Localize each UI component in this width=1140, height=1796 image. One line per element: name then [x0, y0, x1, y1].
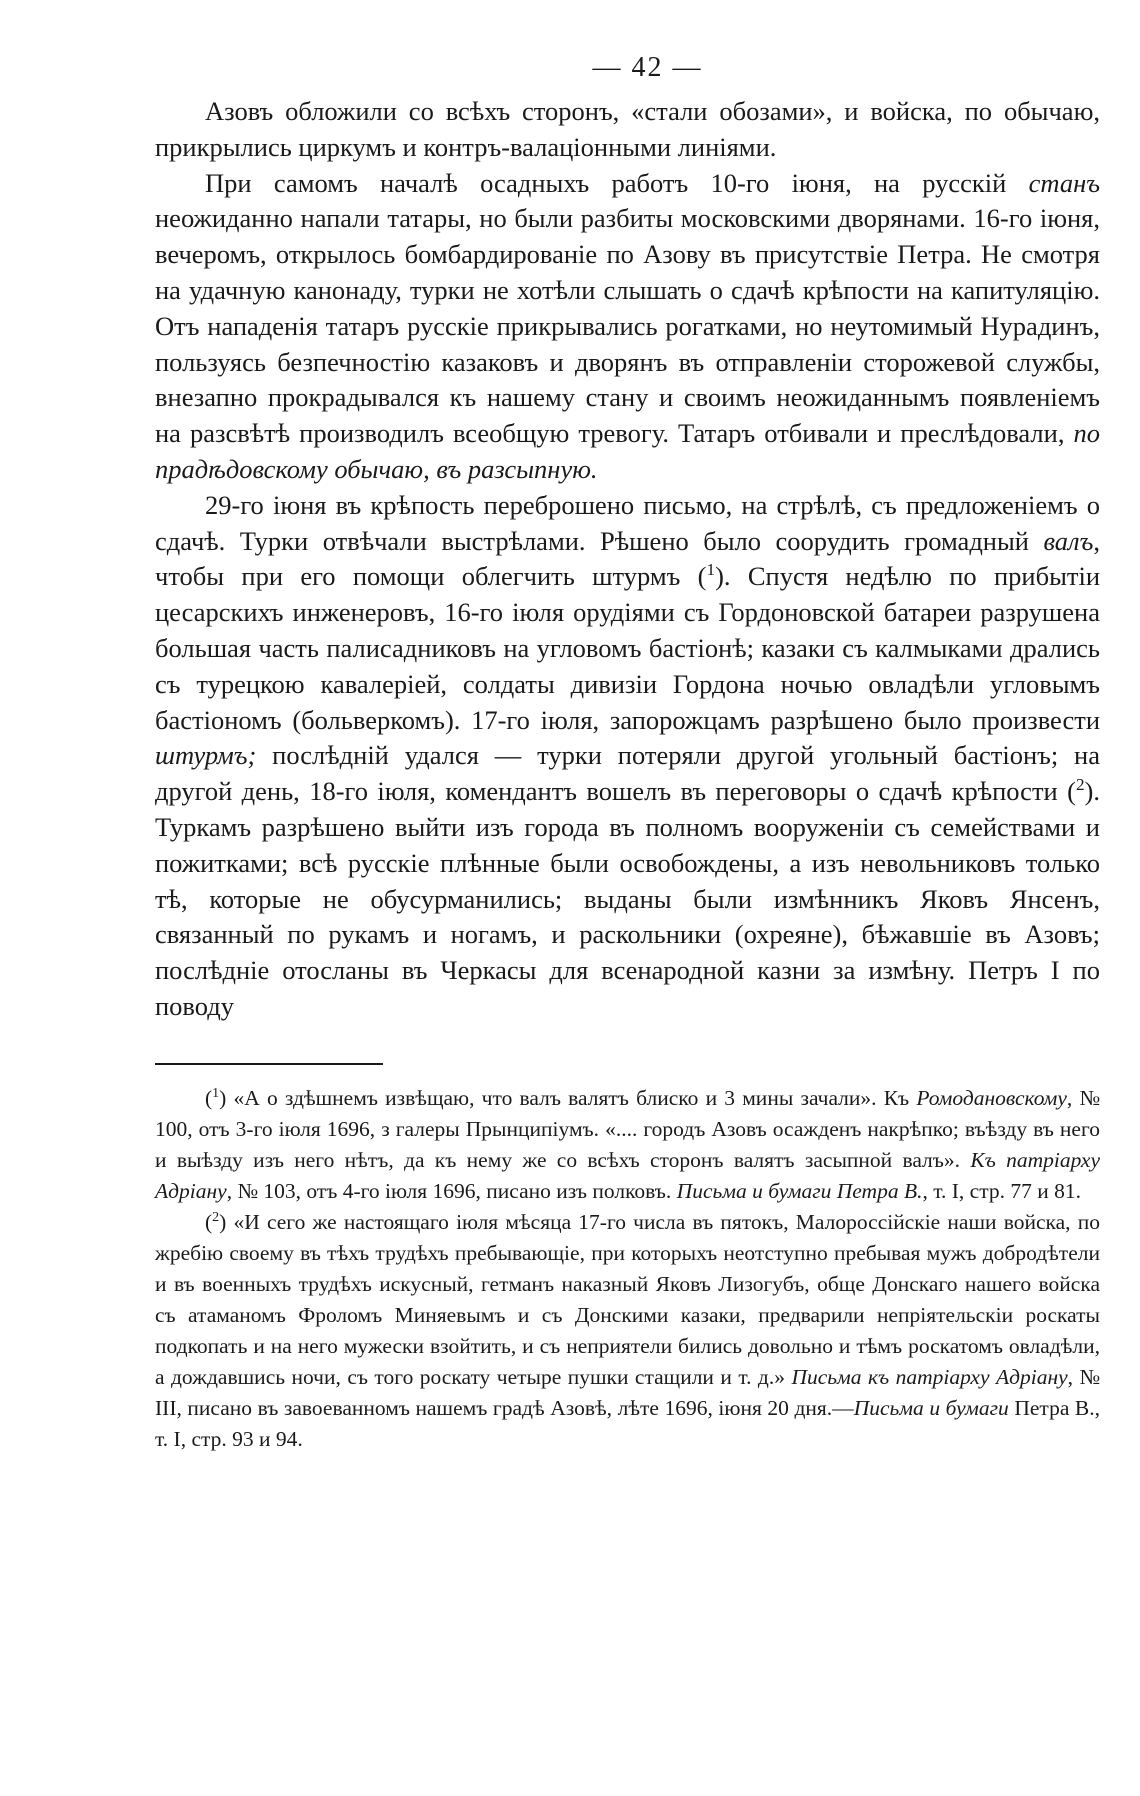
footnote-ref: 2 [212, 1209, 220, 1225]
text-segment: , чтобы при его помощи облегчить штурмъ ( [155, 525, 1100, 592]
text-segment: 29-го іюня въ крѣпость переброшено письмо, на стрѣлѣ, съ предложеніемъ о сдачѣ. Турки отвѣчали выстрѣлами. Рѣшено было соорудить громадный [155, 489, 1100, 556]
footnote-divider [155, 1063, 383, 1065]
italic-text: Письма къ патріарху Адріану [791, 1364, 1068, 1389]
text-segment: ( [205, 1085, 213, 1110]
text-segment: ) «А о здѣшнемъ извѣщаю, что валъ валятъ блиско и 3 мины зачали». Къ [219, 1085, 917, 1110]
footnote-ref: 1 [212, 1085, 220, 1101]
italic-text: валъ [1043, 525, 1094, 556]
text-segment: , № 103, отъ 4-го іюля 1696, писано изъ полковъ. [226, 1178, 677, 1203]
footnote [155, 1207, 1100, 1455]
text-segment: Азовъ обложили со всѣхъ сторонъ, «стали обозами», и войска, по обычаю, прикрылись циркумъ и контръ-валаціонными линіями. [155, 96, 1100, 162]
paragraph [155, 94, 1100, 166]
italic-text: Ромодановскому [916, 1085, 1067, 1110]
text-segment: ). Туркамъ разрѣшено выйти изъ города въ полномъ вооруженіи съ семействами и пожитками; всѣ русскіе плѣнные были освобождены, а изъ невольниковъ только тѣ, которые не обусурманились; выданы были измѣнникъ Яковъ Янсенъ, связанный по рукамъ и ногамъ, и раскольники (охреяне), бѣжавшіе въ Азовъ; послѣдніе отосланы въ Черкасы для всенародной казни за измѣну. Петръ I по поводу [155, 776, 1100, 1021]
main-text [155, 94, 1100, 1025]
italic-text: Къ патріарху Адріану [155, 1147, 1100, 1203]
paragraph [155, 488, 1100, 1025]
text-segment: ( [205, 1209, 213, 1234]
italic-text: штурмъ; [155, 740, 257, 771]
paragraph [155, 166, 1100, 488]
footnote [155, 1083, 1100, 1207]
text-segment: послѣдній удался — турки потеряли другой угольный бастіонъ; на другой день, 18-го іюля, комендантъ вошелъ въ переговоры о сдачѣ крѣпости ( [155, 740, 1100, 807]
text-segment: Петра В., т. I, стр. 93 и 94. [155, 1395, 1101, 1451]
footnotes [155, 1083, 1100, 1455]
italic-text: станъ [1028, 167, 1100, 198]
text-segment: ) «И сего же настоящаго іюля мѣсяца 17-го числа въ пятокъ, Малороссійскіе наши войска, по жребію своему въ тѣхъ трудѣхъ пребывающіе, при которыхъ неотступно пребывая мужъ добродѣтели и въ военныхъ трудѣхъ искусный, гетманъ наказный Яковъ Лизогубъ, обще Донскаго нашего войска съ атаманомъ Фроломъ Миняевымъ и съ Донскими казаки, предварили непріятельскіи роскаты подкопать и на него мужески взойтить, и съ неприятели бились довольно и тѣмъ роскатомъ овладѣли, а дождавшись ночи, съ того роскату четыре пушки стащили и т. д.» [155, 1209, 1100, 1389]
page-number: — 42 — [592, 52, 703, 83]
text-segment: , т. I, стр. 77 и 81. [922, 1178, 1081, 1203]
italic-text: Письма и бумаги [853, 1395, 1009, 1420]
italic-text: Письма и бумаги Петра В. [676, 1178, 923, 1203]
document-page [155, 52, 1100, 1455]
text-segment: , № 100, отъ 3-го іюля 1696, з галеры Прынципіумъ. «.... городъ Азовъ осажденъ накрѣпко; въѣзду въ него и выѣзду изъ него нѣтъ, да къ нему же со всѣхъ сторонъ валятъ засыпной валъ». [155, 1085, 1100, 1172]
text-segment: При самомъ началѣ осадныхъ работъ 10-го іюня, на русскій [205, 167, 1029, 198]
text-segment: ). Спустя недѣлю по прибытіи цесарскихъ инженеровъ, 16-го іюля орудіями съ Гордоновской батареи разрушена большая часть палисадниковъ на угловомъ бастіонѣ; казаки съ калмыками дрались съ турецкою кавалеріей, солдаты дивизіи Гордона ночью овладѣли угловымъ бастіономъ (больверкомъ). 17-го іюля, запорожцамъ разрѣшено было произвести [155, 561, 1100, 735]
footnote-ref: 1 [706, 560, 716, 580]
text-segment: , № III, писано въ завоеванномъ нашемъ градѣ Азовѣ, лѣте 1696, іюня 20 дня.— [155, 1364, 1101, 1420]
text-segment: неожиданно напали татары, но были разбиты московскими дворянами. 16-го іюня, вечеромъ, открылось бомбардированіе по Азову въ присутствіе Петра. Не смотря на удачную канонаду, турки не хотѣли слышать о сдачѣ крѣпости на капитуляцію. Отъ нападенія татаръ русскіе прикрывались рогатками, но неутомимый Нурадинъ, пользуясь безпечностію казаковъ и дворянъ въ отправленіи сторожевой службы, внезапно прокрадывался къ нашему стану и своимъ неожиданнымъ появленіемъ на разсвѣтѣ производилъ всеобщую тревогу. Татаръ отбивали и преслѣдовали, [155, 203, 1100, 449]
footnote-ref: 2 [1075, 775, 1085, 795]
italic-text: по прадѣдовскому обычаю, въ разсыпную. [155, 418, 1100, 484]
